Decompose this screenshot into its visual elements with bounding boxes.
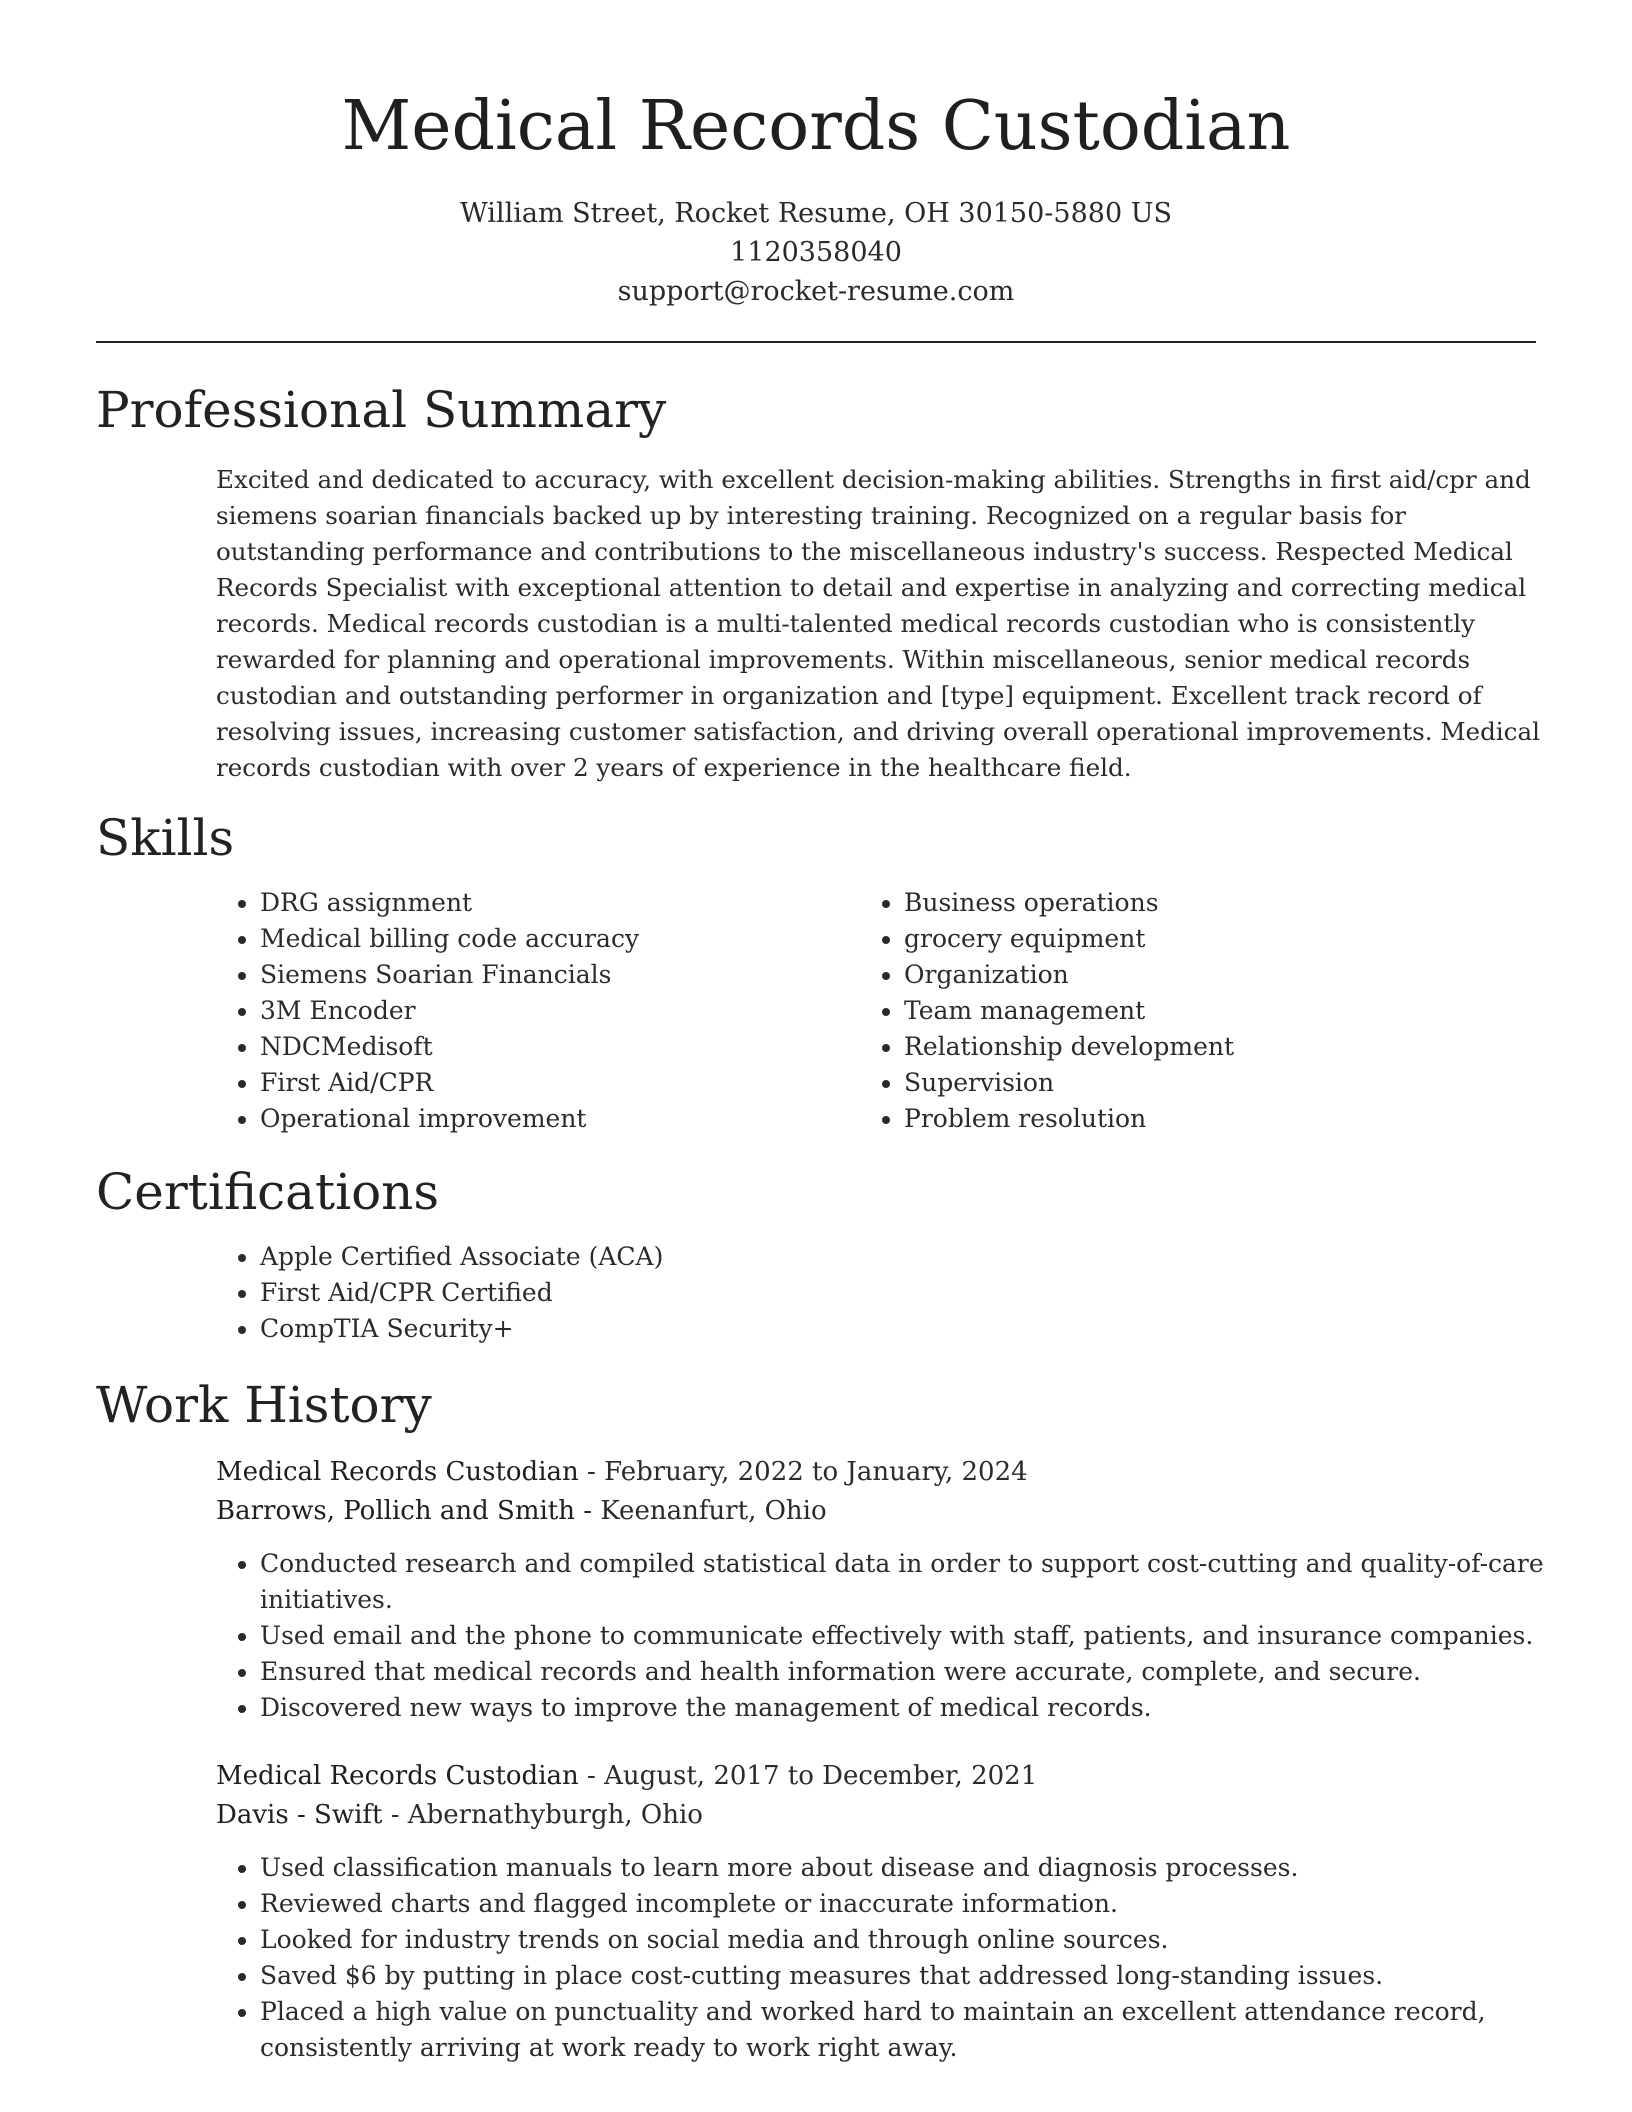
contact-address: William Street, Rocket Resume, OH 30150-5880 US xyxy=(460,198,1172,229)
contact-email: support@rocket-resume.com xyxy=(617,276,1015,307)
summary-heading: Professional Summary xyxy=(96,381,667,439)
skills-list-left xyxy=(216,885,860,1137)
job-bullet: • Reviewed charts and flagged incomplete or inaccurate information. xyxy=(260,1886,1560,1922)
job-company-line xyxy=(216,1491,827,1531)
skill-item: • First Aid/CPR xyxy=(260,1065,860,1101)
skill-item: • Business operations xyxy=(904,885,1544,921)
skill-item: • Siemens Soarian Financials xyxy=(260,957,860,993)
job-company-line xyxy=(216,1795,703,1835)
summary-text: Excited and dedicated to accuracy, with excellent decision-making abilities. Strengths in first aid/cpr and siemens soarian financials backed up by interesting training. Recognized on a regular basis for outstanding performance and contributions to the miscellaneous industry's success. Respected Medical Records Specialist with exceptional attention to detail and expertise in analyzing and correcting medical records. Medical records custodian is a multi-talented medical records custodian who is consistently rewarded for planning and operational improvements. Within miscellaneous, senior medical records custodian and outstanding performer in organization and [type] equipment. Excellent track record of resolving issues, increasing customer satisfaction, and driving overall operational improvements. Medical records custodian with over 2 years of experience in the healthcare field. xyxy=(216,465,1540,782)
job-bullet: • Used classification manuals to learn more about disease and diagnosis processes. xyxy=(260,1850,1560,1886)
job-location: Abernathyburgh, Ohio xyxy=(407,1800,703,1830)
skill-item: • Supervision xyxy=(904,1065,1544,1101)
skill-item: • Relationship development xyxy=(904,1029,1544,1065)
skill-item: • 3M Encoder xyxy=(260,993,860,1029)
skill-item: • Problem resolution xyxy=(904,1101,1544,1137)
job-separator: - xyxy=(583,1496,601,1526)
job-company: Barrows, Pollich and Smith xyxy=(216,1496,575,1526)
job-title-line xyxy=(216,1756,1037,1796)
contact-phone: 1120358040 xyxy=(730,237,902,268)
job-bullets xyxy=(216,1850,1560,2066)
job-bullet: • Conducted research and compiled statistical data in order to support cost-cutting and quality-of-care initiatives. xyxy=(260,1546,1560,1618)
job-title: Medical Records Custodian xyxy=(216,1457,579,1487)
job-title-line xyxy=(216,1452,1028,1492)
job-bullet: • Ensured that medical records and health information were accurate, complete, and secure. xyxy=(260,1654,1560,1690)
job-company: Davis - Swift xyxy=(216,1800,383,1830)
skill-item: • NDCMedisoft xyxy=(260,1029,860,1065)
skill-item: • Team management xyxy=(904,993,1544,1029)
skill-item: • Operational improvement xyxy=(260,1101,860,1137)
certification-item: • First Aid/CPR Certified xyxy=(260,1275,1560,1311)
job-bullet: • Placed a high value on punctuality and worked hard to maintain an excellent attendance record, consistently arriving at work ready to work right away. xyxy=(260,1994,1560,2066)
job-dates: August, 2017 to December, 2021 xyxy=(604,1761,1038,1791)
skill-item: • grocery equipment xyxy=(904,921,1544,957)
skill-item: • Medical billing code accuracy xyxy=(260,921,860,957)
candidate-name: Medical Records Custodian xyxy=(341,87,1291,166)
job-bullets xyxy=(216,1546,1560,1726)
certification-item: • CompTIA Security+ xyxy=(260,1311,1560,1347)
job-location: Keenanfurt, Ohio xyxy=(600,1496,827,1526)
skills-heading: Skills xyxy=(96,809,235,867)
job-separator: - xyxy=(390,1800,408,1830)
header-divider xyxy=(96,341,1536,343)
job-bullet: • Saved $6 by putting in place cost-cutting measures that addressed long-standing issues. xyxy=(260,1958,1560,1994)
certifications-list xyxy=(216,1239,1560,1347)
job-bullet: • Discovered new ways to improve the management of medical records. xyxy=(260,1690,1560,1726)
job-separator: - xyxy=(587,1457,605,1487)
skill-item: • Organization xyxy=(904,957,1544,993)
certifications-heading: Certifications xyxy=(96,1163,440,1221)
skills-list-right xyxy=(860,885,1544,1137)
job-title: Medical Records Custodian xyxy=(216,1761,579,1791)
certification-item: • Apple Certified Associate (ACA) xyxy=(260,1239,1560,1275)
contact-block xyxy=(0,194,1632,311)
job-bullet: • Looked for industry trends on social media and through online sources. xyxy=(260,1922,1560,1958)
work-history-heading: Work History xyxy=(96,1376,432,1434)
job-separator: - xyxy=(587,1761,605,1791)
job-bullet: • Used email and the phone to communicate effectively with staff, patients, and insurance companies. xyxy=(260,1618,1560,1654)
skill-item: • DRG assignment xyxy=(260,885,860,921)
job-dates: February, 2022 to January, 2024 xyxy=(604,1457,1028,1487)
